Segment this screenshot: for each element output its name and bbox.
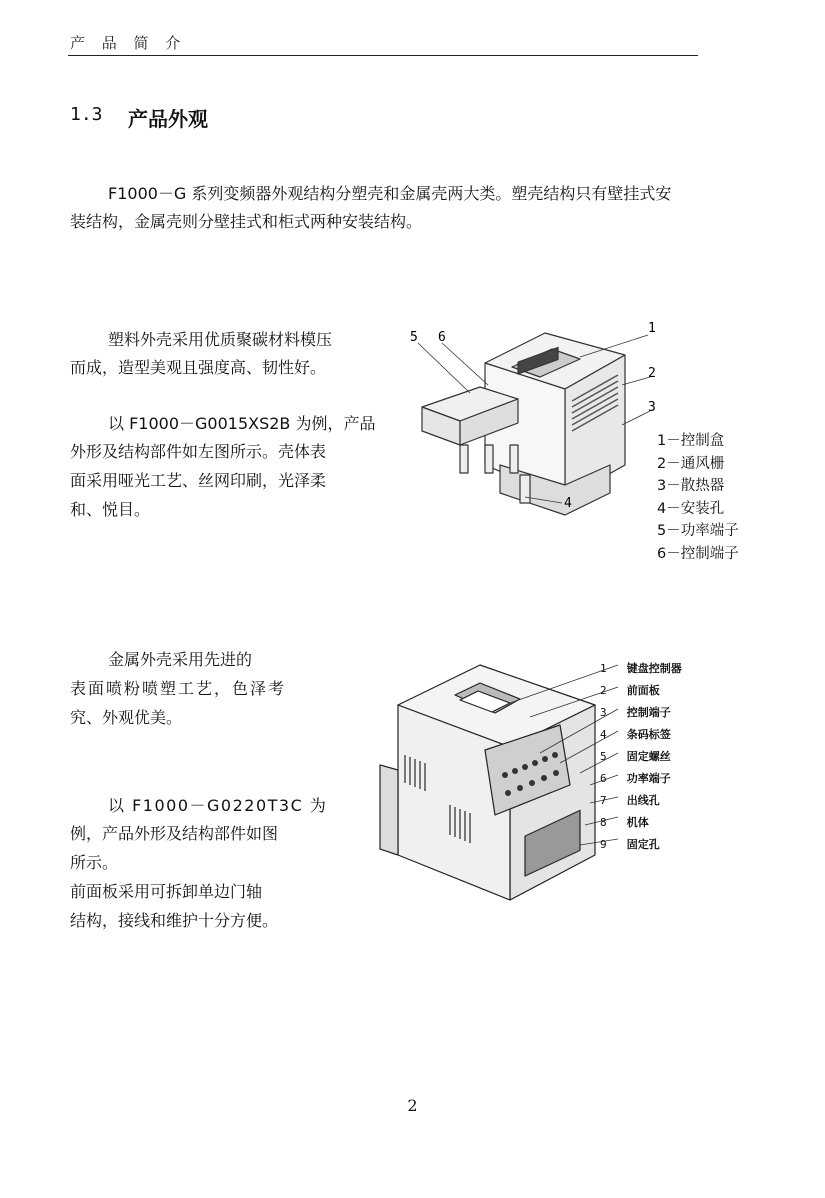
fig2-item-1: 1 键盘控制器 [600, 662, 682, 675]
header-rule [68, 55, 698, 56]
legend-item-6: 6－控制端子 [657, 545, 739, 562]
fig2-item-7: 7 出线孔 [600, 794, 660, 807]
metal-p2-line-1: 以 F1000－G0220T3C 为 [108, 796, 328, 815]
legend-item-3: 3－散热器 [657, 478, 725, 494]
metal-p1-line-3: 究、外观优美。 [70, 708, 183, 727]
fig2-item-6: 6 功率端子 [600, 772, 671, 785]
fig2-item-2: 2 前面板 [600, 684, 660, 697]
running-header: 产 品 简 介 [70, 34, 187, 52]
plastic-p2-line-3: 面采用哑光工艺、丝网印刷，光泽柔 [70, 471, 327, 490]
metal-p2-line-5: 结构，接线和维护十分方便。 [70, 911, 279, 930]
metal-p2-line-4: 前面板采用可拆卸单边门轴 [70, 882, 263, 901]
plastic-p2-line-1: 以 F1000－G0015XS2B 为例，产品 [108, 414, 376, 433]
fig2-item-9: 9 固定孔 [600, 838, 660, 851]
callout-2: 2 [648, 366, 656, 381]
fig2-item-3: 3 控制端子 [600, 706, 671, 719]
metal-p2-line-2: 例，产品外形及结构部件如图 [70, 824, 279, 843]
callout-5: 5 [410, 330, 418, 345]
section-title: 产品外观 [128, 107, 208, 131]
metal-p2-line-3: 所示。 [70, 853, 119, 872]
fig2-item-5: 5 固定螺丝 [600, 750, 671, 763]
section-number: 1.3 [70, 104, 103, 125]
metal-p1-line-1: 金属外壳采用先进的 [108, 650, 253, 669]
legend-item-5: 5－功率端子 [657, 523, 739, 539]
callout-6: 6 [438, 330, 446, 345]
plastic-p1-line-2: 而成，造型美观且强度高、韧性好。 [70, 358, 327, 377]
plastic-p2-line-4: 和、悦目。 [70, 500, 151, 519]
intro-line-2: 装结构，金属壳则分壁挂式和柜式两种安装结构。 [70, 212, 423, 231]
intro-line-1: F1000－G 系列变频器外观结构分塑壳和金属壳两大类。塑壳结构只有壁挂式安 [108, 184, 672, 203]
callout-4: 4 [564, 496, 572, 511]
plastic-p2-line-2: 外形及结构部件如左图所示。壳体表 [70, 442, 327, 461]
plastic-p1-line-1: 塑料外壳采用优质聚碳材料模压 [108, 330, 333, 349]
legend-item-1: 1－控制盒 [657, 433, 725, 449]
legend-item-2: 2－通风栅 [657, 455, 725, 472]
metal-p1-line-2: 表面喷粉喷塑工艺，色泽考 [70, 679, 287, 698]
figure1-legend [657, 430, 739, 565]
page-number: 2 [407, 1096, 418, 1115]
callout-1: 1 [648, 321, 656, 336]
callout-3: 3 [648, 400, 656, 415]
legend-item-4: 4－安装孔 [657, 500, 725, 517]
fig2-item-4: 4 条码标签 [600, 728, 671, 741]
fig2-item-8: 8 机体 [600, 816, 649, 829]
